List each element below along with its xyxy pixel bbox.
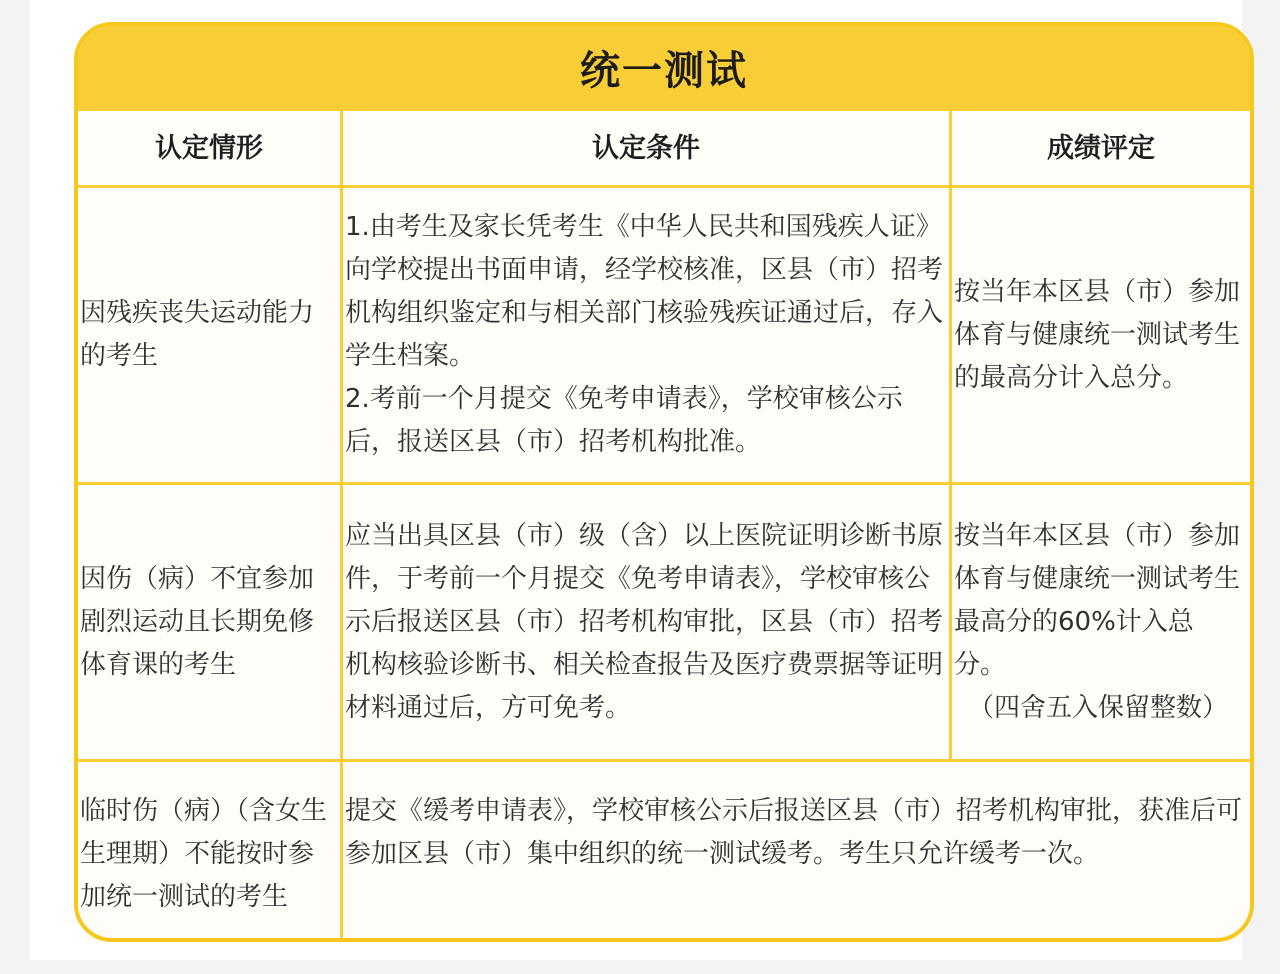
row1-conditions-body bbox=[345, 206, 943, 464]
row2-grading bbox=[952, 485, 1250, 759]
row2-conditions bbox=[343, 485, 949, 759]
row1-condition-2: 2.考前一个月提交《免考申请表》，学校审核公示后，报送区县（市）招考机构批准。 bbox=[345, 384, 903, 457]
header-conditions: 认定条件 bbox=[343, 111, 949, 185]
header-situation: 认定情形 bbox=[78, 111, 340, 185]
row2-situation bbox=[78, 485, 340, 759]
row1-condition-1: 1.由考生及家长凭考生《中华人民共和国残疾人证》向学校提出书面申请，经学校核准，区县（市）招考机构组织鉴定和与相关部门核验残疾证通过后，存入学生档案。 bbox=[345, 212, 944, 371]
row3-condition-1: 提交《缓考申请表》，学校审核公示后报送区县（市）招考机构审批，获准后可参加区县（市）集中组织的统一测试缓考。考生只允许缓考一次。 bbox=[345, 796, 1243, 869]
row1-grading-text: 按当年本区县（市）参加体育与健康统一测试考生的最高分计入总分。 bbox=[954, 276, 1241, 393]
row1-conditions bbox=[343, 188, 949, 482]
header-grading: 成绩评定 bbox=[952, 111, 1250, 185]
rules-table bbox=[78, 108, 1250, 942]
row1-situation bbox=[78, 188, 340, 482]
card-title: 统一测试 bbox=[580, 47, 748, 94]
row1-situation-text: 因残疾丧失运动能力的考生 bbox=[80, 298, 315, 371]
title-bar bbox=[78, 26, 1250, 108]
unified-test-card bbox=[74, 22, 1254, 942]
row3-situation-text: 临时伤（病）（含女生生理期）不能按时参加统一测试的考生 bbox=[80, 796, 328, 912]
row2-grading-text: 按当年本区县（市）参加体育与健康统一测试考生最高分的60%计入总分。 bbox=[954, 520, 1241, 680]
row1-grading bbox=[952, 188, 1250, 482]
row3-conditions bbox=[343, 762, 1250, 942]
page-background bbox=[30, 0, 1242, 960]
row2-situation-text: 因伤（病）不宜参加剧烈运动且长期免修体育课的考生 bbox=[80, 563, 315, 680]
row2-grading-body bbox=[954, 515, 1244, 730]
row3-situation bbox=[78, 762, 340, 942]
row2-grading-note: （四舍五入保留整数） bbox=[968, 692, 1229, 723]
row2-condition-1: 应当出具区县（市）级（含）以上医院证明诊断书原件，于考前一个月提交《免考申请表》，学校审核公示后报送区县（市）招考机构审批，区县（市）招考机构核验诊断书、相关检查报告及医疗费票据等证明材料通过后，方可免考。 bbox=[345, 520, 944, 723]
